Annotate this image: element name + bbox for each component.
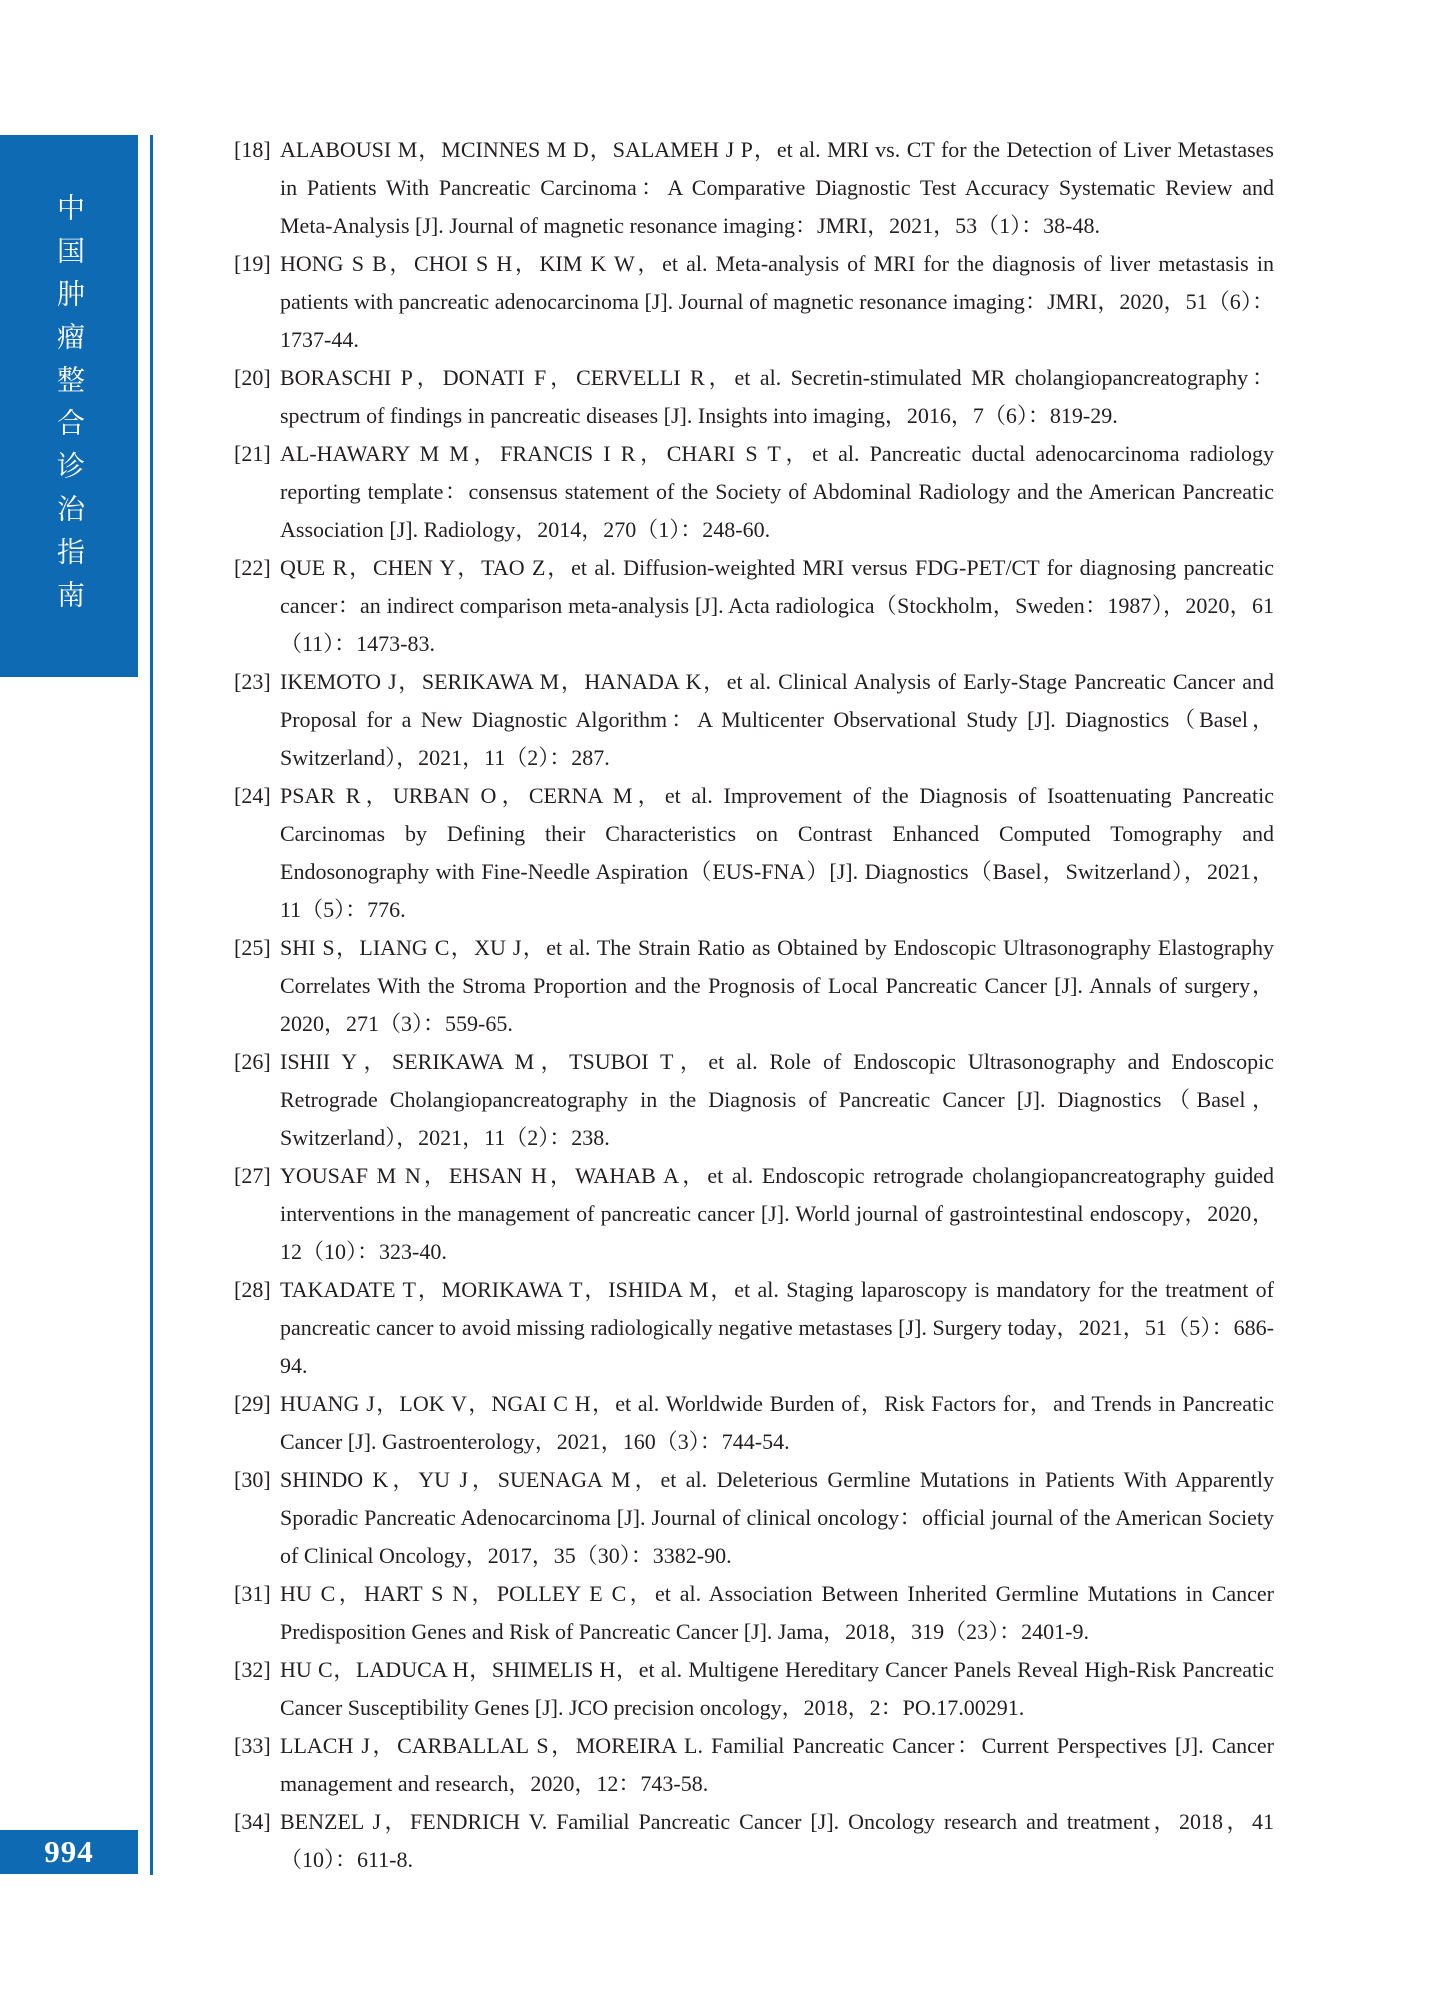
reference-text: TAKADATE T，MORIKAWA T，ISHIDA M，et al. Staging laparoscopy is mandatory for the treatment of pancreatic cancer to avoid missing radiologically negative metastases [J]. Surgery today，2021，51（5）：686-94.	[280, 1277, 1274, 1378]
reference-label: [25]	[234, 935, 271, 960]
reference-item	[234, 1575, 1274, 1651]
references-list	[234, 131, 1274, 1879]
reference-item	[234, 929, 1274, 1043]
reference-item	[234, 435, 1274, 549]
reference-text: AL-HAWARY M M，FRANCIS I R，CHARI S T，et al. Pancreatic ductal adenocarcinoma radiology reporting template：consensus statement of the Society of Abdominal Radiology and the American Pancreatic Association [J]. Radiology，2014，270（1）：248-60.	[280, 441, 1274, 542]
reference-text: BENZEL J，FENDRICH V. Familial Pancreatic Cancer [J]. Oncology research and treatment，2018，41（10）：611-8.	[280, 1809, 1274, 1872]
reference-text: LLACH J，CARBALLAL S，MOREIRA L. Familial Pancreatic Cancer：Current Perspectives [J]. Cancer management and research，2020，12：743-58.	[280, 1733, 1274, 1796]
reference-item	[234, 131, 1274, 245]
reference-text: SHI S，LIANG C，XU J，et al. The Strain Ratio as Obtained by Endoscopic Ultrasonography Elastography Correlates With the Stroma Proportion and the Prognosis of Local Pancreatic Cancer [J]. Annals of surgery，2020，271（3）：559-65.	[280, 935, 1274, 1036]
reference-label: [27]	[234, 1163, 271, 1188]
reference-text: IKEMOTO J，SERIKAWA M，HANADA K，et al. Clinical Analysis of Early-Stage Pancreatic Cancer and Proposal for a New Diagnostic Algorithm：A Multicenter Observational Study [J]. Diagnostics（Basel，Switzerland），2021，11（2）：287.	[280, 669, 1274, 770]
reference-text: HONG S B，CHOI S H，KIM K W，et al. Meta-analysis of MRI for the diagnosis of liver metastasis in patients with pancreatic adenocarcinoma [J]. Journal of magnetic resonance imaging：JMRI，2020，51（6）：1737-44.	[280, 251, 1274, 352]
reference-item	[234, 1651, 1274, 1727]
reference-item	[234, 1271, 1274, 1385]
reference-label: [32]	[234, 1657, 271, 1682]
reference-text: QUE R，CHEN Y，TAO Z，et al. Diffusion-weighted MRI versus FDG-PET/CT for diagnosing pancreatic cancer：an indirect comparison meta-analysis [J]. Acta radiologica（Stockholm，Sweden：1987），2020，61（11）：1473-83.	[280, 555, 1274, 656]
reference-label: [34]	[234, 1809, 271, 1834]
reference-item	[234, 245, 1274, 359]
reference-item	[234, 663, 1274, 777]
sidebar-vertical-title: 中国肿瘤整合诊治指南	[54, 193, 85, 623]
reference-label: [28]	[234, 1277, 271, 1302]
reference-item	[234, 1157, 1274, 1271]
reference-label: [31]	[234, 1581, 271, 1606]
reference-text: YOUSAF M N，EHSAN H，WAHAB A，et al. Endoscopic retrograde cholangiopancreatography guided interventions in the management of pancreatic cancer [J]. World journal of gastrointestinal endoscopy，2020，12（10）：323-40.	[280, 1163, 1274, 1264]
reference-item	[234, 1043, 1274, 1157]
reference-label: [20]	[234, 365, 271, 390]
reference-item	[234, 1727, 1274, 1803]
reference-label: [19]	[234, 251, 271, 276]
reference-label: [29]	[234, 1391, 271, 1416]
reference-text: HU C，LADUCA H，SHIMELIS H，et al. Multigene Hereditary Cancer Panels Reveal High-Risk Pancreatic Cancer Susceptibility Genes [J]. JCO precision oncology，2018，2：PO.17.00291.	[280, 1657, 1274, 1720]
reference-label: [22]	[234, 555, 271, 580]
reference-text: ALABOUSI M，MCINNES M D，SALAMEH J P，et al. MRI vs. CT for the Detection of Liver Metastases in Patients With Pancreatic Carcinoma：A Comparative Diagnostic Test Accuracy Systematic Review and Meta-Analysis [J]. Journal of magnetic resonance imaging：JMRI，2021，53（1）：38-48.	[280, 137, 1274, 238]
reference-label: [33]	[234, 1733, 271, 1758]
reference-text: HUANG J，LOK V，NGAI C H，et al. Worldwide Burden of，Risk Factors for，and Trends in Pancreatic Cancer [J]. Gastroenterology，2021，160（3）：744-54.	[280, 1391, 1274, 1454]
reference-label: [30]	[234, 1467, 271, 1492]
reference-item	[234, 1385, 1274, 1461]
reference-label: [18]	[234, 137, 271, 162]
reference-item	[234, 1461, 1274, 1575]
sidebar-divider-line	[150, 135, 153, 1875]
page-number-badge	[0, 1830, 138, 1874]
reference-item	[234, 549, 1274, 663]
reference-label: [21]	[234, 441, 271, 466]
reference-item	[234, 359, 1274, 435]
reference-label: [23]	[234, 669, 271, 694]
reference-label: [24]	[234, 783, 271, 808]
reference-text: SHINDO K，YU J，SUENAGA M，et al. Deleterious Germline Mutations in Patients With Apparently Sporadic Pancreatic Adenocarcinoma [J]. Journal of clinical oncology：official journal of the American Society of Clinical Oncology，2017，35（30）：3382-90.	[280, 1467, 1274, 1568]
reference-item	[234, 1803, 1274, 1879]
reference-text: ISHII Y，SERIKAWA M，TSUBOI T，et al. Role of Endoscopic Ultrasonography and Endoscopic Retrograde Cholangiopancreatography in the Diagnosis of Pancreatic Cancer [J]. Diagnostics（Basel，Switzerland），2021，11（2）：238.	[280, 1049, 1274, 1150]
reference-label: [26]	[234, 1049, 271, 1074]
page-number: 994	[44, 1834, 94, 1869]
reference-text: PSAR R，URBAN O，CERNA M，et al. Improvement of the Diagnosis of Isoattenuating Pancreatic Carcinomas by Defining their Characteristics on Contrast Enhanced Computed Tomography and Endosonography with Fine-Needle Aspiration（EUS-FNA）[J]. Diagnostics（Basel，Switzerland），2021，11（5）：776.	[280, 783, 1274, 922]
reference-text: BORASCHI P，DONATI F，CERVELLI R，et al. Secretin-stimulated MR cholangiopancreatography：spectrum of findings in pancreatic diseases [J]. Insights into imaging，2016，7（6）：819-29.	[280, 365, 1274, 428]
reference-text: HU C，HART S N，POLLEY E C，et al. Association Between Inherited Germline Mutations in Cancer Predisposition Genes and Risk of Pancreatic Cancer [J]. Jama，2018，319（23）：2401-9.	[280, 1581, 1274, 1644]
sidebar-title-bar	[0, 135, 138, 677]
reference-item	[234, 777, 1274, 929]
